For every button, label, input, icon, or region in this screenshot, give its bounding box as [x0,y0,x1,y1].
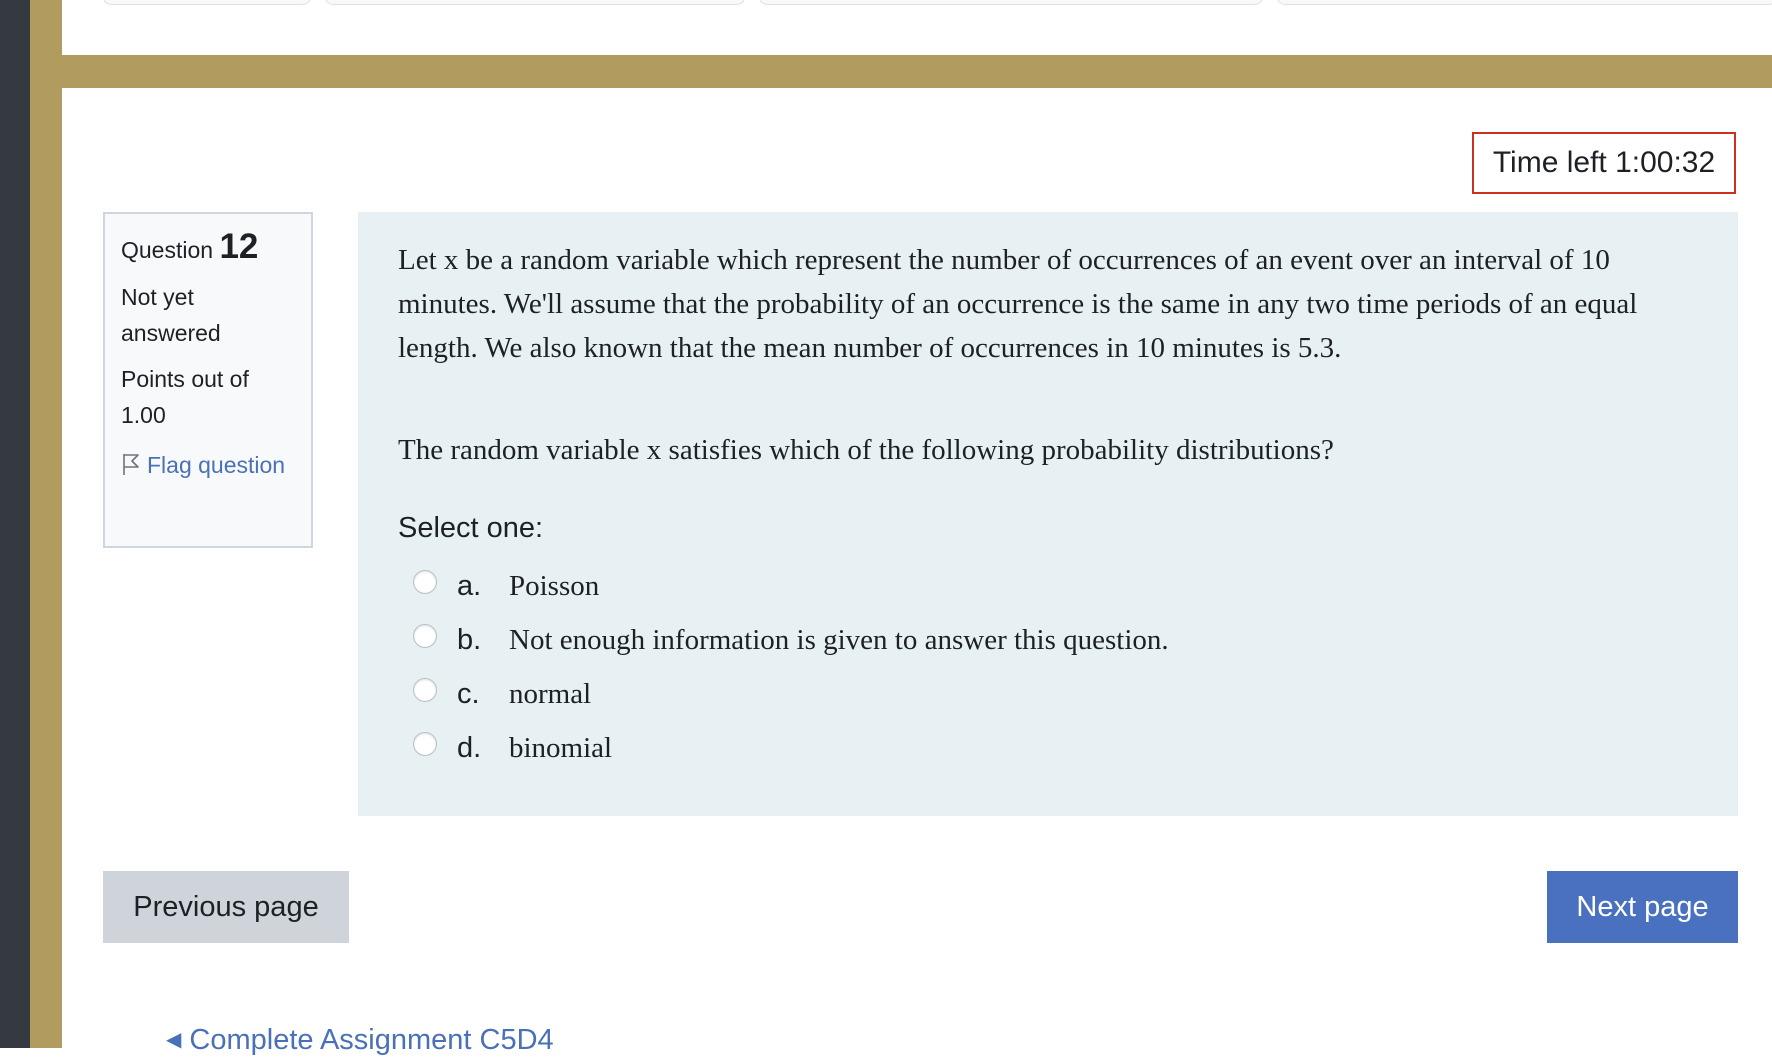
flag-question-link[interactable] [121,447,295,483]
option-text[interactable]: normal [509,677,592,710]
option-text[interactable]: Not enough information is given to answer this question. [509,623,1169,656]
header-gold-band [62,55,1772,88]
top-tab[interactable] [758,0,1264,5]
option-text[interactable]: binomial [509,731,613,764]
option-text[interactable]: Poisson [509,569,600,602]
answer-option-a[interactable] [398,559,1698,613]
top-tab[interactable] [102,0,312,5]
question-content [358,212,1738,816]
top-tab[interactable] [324,0,746,5]
question-text: Let x be a random variable which represent the number of occurrences of an event over an interval of 10 minutes. We'll assume that the probability of an occurrence is the same in any two time periods of an equal length. We also known that the mean number of occurrences in 10 minutes is 5.3. [398,244,1638,364]
top-tab[interactable] [1276,0,1772,5]
option-letter: c. [457,677,480,710]
option-letter: b. [457,623,482,656]
radio-button-a[interactable] [413,570,437,594]
left-gold-border [30,0,62,1048]
question-number-line [121,228,295,269]
radio-button-d[interactable] [413,732,437,756]
next-page-button[interactable]: Next page [1547,871,1738,943]
question-points: Points out of 1.00 [121,366,249,428]
option-letter: a. [457,569,482,602]
option-letter: d. [457,731,482,764]
return-link-label: Complete Assignment C5D4 [189,1024,554,1056]
question-prompt: The random variable x satisfies which of the following probability distributions? [398,434,1334,466]
radio-button-b[interactable] [413,624,437,648]
radio-button-c[interactable] [413,678,437,702]
flag-question-label: Flag question [147,452,286,478]
select-one-label: Select one: [398,512,544,544]
top-tab-strip [62,0,1772,55]
question-info-box [103,212,313,548]
left-dark-sidebar [0,0,30,1048]
time-left-timer: Time left 1:00:32 [1472,132,1736,194]
return-to-assignment-link[interactable] [166,1024,554,1057]
answer-option-b[interactable] [398,613,1698,667]
left-triangle-icon: ◀ [166,1029,182,1051]
answer-option-d[interactable] [398,721,1698,775]
flag-icon [121,452,141,476]
answer-options [398,559,1698,775]
answer-option-c[interactable] [398,667,1698,721]
question-label: Question [121,237,214,263]
previous-page-button[interactable]: Previous page [103,871,349,943]
question-status: Not yet answered [121,284,221,346]
question-number: 12 [219,227,259,266]
